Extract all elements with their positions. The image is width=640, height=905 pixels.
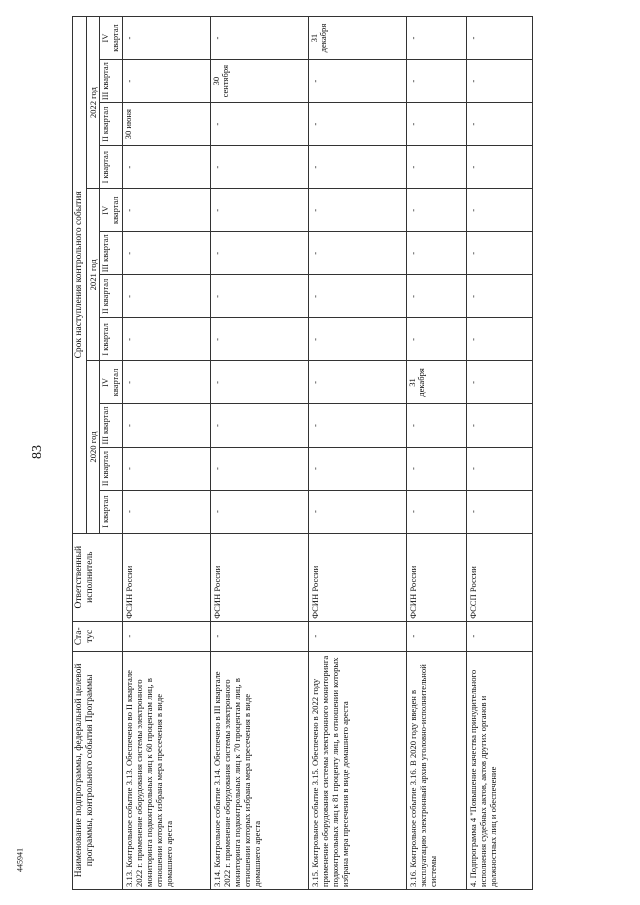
quarter-cell [122,103,210,146]
empty-dash: - [123,510,134,514]
page-number: 83 [30,445,45,459]
header-deadline: Срок наступления контрольного события [73,17,87,534]
empty-dash: - [211,337,222,341]
quarter-cell [308,103,406,146]
quarter-cell [308,189,406,232]
empty-dash: - [123,165,134,169]
empty-dash: - [467,294,478,298]
empty-dash: - [467,510,478,514]
empty-dash: - [123,251,134,255]
quarter-cell [122,318,210,361]
quarter-cell [308,275,406,318]
empty-dash: - [407,337,418,341]
empty-dash: - [211,208,222,212]
quarter-cell [466,447,532,490]
quarter-cell [210,189,308,232]
empty-dash: - [211,165,222,169]
event-status: - [122,621,210,651]
table-row [466,17,532,890]
event-date: 30 июня [122,109,133,140]
quarter-cell [210,103,308,146]
header-year-2021: 2021 год [87,189,100,361]
quarter-cell [210,232,308,275]
event-executor: ФСИН России [122,533,210,621]
quarter-cell [122,361,210,404]
empty-dash: - [407,79,418,83]
empty-dash: - [407,208,418,212]
quarter-cell [308,447,406,490]
control-events-table [72,16,533,890]
event-status: - [210,621,308,651]
quarter-cell [406,146,466,189]
empty-dash: - [467,251,478,255]
empty-dash: - [467,36,478,40]
event-executor: ФСИН России [406,533,466,621]
rotated-table-wrapper [72,16,632,890]
quarter-cell [466,490,532,533]
empty-dash: - [309,510,320,514]
header-quarter: II квартал [100,275,122,318]
empty-dash: - [467,165,478,169]
quarter-cell [466,318,532,361]
quarter-cell [122,232,210,275]
quarter-cell [406,490,466,533]
empty-dash: - [123,337,134,341]
quarter-cell [466,103,532,146]
event-name: 3.13. Контрольное событие 3.13. Обеспечено во II квартале 2022 г. применение оборудования системы электронного мониторинга подконтрольных лиц к 60 процентам лиц, в отношении которых избрана мера пресечения в виде домашнего ареста [122,651,210,889]
quarter-cell [122,490,210,533]
event-date: 31 декабря [308,23,329,53]
quarter-cell [466,361,532,404]
empty-dash: - [211,36,222,40]
empty-dash: - [309,381,320,384]
quarter-cell [122,17,210,60]
header-quarter: IV квартал [100,189,122,232]
empty-dash: - [467,208,478,212]
empty-dash: - [467,337,478,341]
header-executor: Ответственный исполнитель [73,533,123,621]
empty-dash: - [211,381,222,384]
quarter-cell [466,232,532,275]
quarter-cell [406,361,466,404]
event-status: - [308,621,406,651]
quarter-cell [210,146,308,189]
quarter-cell [406,17,466,60]
quarter-cell [210,17,308,60]
quarter-cell [406,447,466,490]
event-name: 3.16. Контрольное событие 3.16. В 2020 году введен в эксплуатацию электронный архив уголовно-исполнительной системы [406,651,466,889]
event-name: 4. Подпрограмма 4 "Повышение качества принудительного исполнения судебных актов, актов других органов и должностных лиц и обеспечение [466,651,532,889]
empty-dash: - [407,510,418,514]
quarter-cell [308,404,406,447]
quarter-cell [308,232,406,275]
quarter-cell [406,404,466,447]
empty-dash: - [467,467,478,470]
event-status: - [406,621,466,651]
header-quarter: III квартал [100,404,122,447]
quarter-cell [406,103,466,146]
header-quarter: IV квартал [100,361,122,404]
empty-dash: - [467,122,478,126]
empty-dash: - [407,122,418,126]
empty-dash: - [211,424,222,427]
quarter-cell [308,146,406,189]
empty-dash: - [123,424,134,427]
header-name: Наименование подпрограммы, федеральной целевой программы, контрольного события Программы [73,651,123,889]
empty-dash: - [407,251,418,255]
header-year-2020: 2020 год [87,361,100,533]
event-name: 3.15. Контрольное событие 3.15. Обеспечено в 2022 году применение оборудования системы электронного мониторинга подконтрольных лиц к 81 проценту лиц, в отношении которых избрана мера пресечения в виде домашнего ареста [308,651,406,889]
quarter-cell [122,447,210,490]
header-quarter: III квартал [100,232,122,275]
quarter-cell [210,275,308,318]
empty-dash: - [467,79,478,83]
empty-dash: - [309,122,320,126]
empty-dash: - [309,424,320,427]
event-executor: ФСИН России [210,533,308,621]
event-executor: ФССП России [466,533,532,621]
empty-dash: - [309,294,320,298]
empty-dash: - [407,36,418,40]
quarter-cell [308,318,406,361]
header-quarter: I квартал [100,318,122,361]
empty-dash: - [309,79,320,83]
header-quarter: I квартал [100,490,122,533]
quarter-cell [122,404,210,447]
header-status: Ста-тус [73,621,123,651]
empty-dash: - [123,467,134,470]
event-status: - [466,621,532,651]
empty-dash: - [407,424,418,427]
quarter-cell [466,60,532,103]
quarter-cell [210,490,308,533]
table-row [406,17,466,890]
header-quarter: I квартал [100,146,122,189]
quarter-cell [466,189,532,232]
header-year-2022: 2022 год [87,17,100,189]
quarter-cell [210,60,308,103]
quarter-cell [308,60,406,103]
empty-dash: - [123,381,134,384]
empty-dash: - [211,122,222,126]
quarter-cell [308,17,406,60]
empty-dash: - [123,294,134,298]
quarter-cell [406,189,466,232]
document-id: 445941 [15,848,25,872]
quarter-cell [466,17,532,60]
empty-dash: - [211,251,222,255]
empty-dash: - [309,165,320,169]
quarter-cell [210,361,308,404]
header-quarter: II квартал [100,103,122,146]
empty-dash: - [407,467,418,470]
event-name: 3.14. Контрольное событие 3.14. Обеспечено в III квартале 2022 г. применение оборудования системы электронного мониторинга подконтрольных лиц к 70 процентам лиц, в отношении которых избрана мера пресечения в виде домашнего ареста [210,651,308,889]
quarter-cell [406,275,466,318]
empty-dash: - [211,510,222,514]
event-executor: ФСИН России [308,533,406,621]
empty-dash: - [309,208,320,212]
quarter-cell [308,361,406,404]
quarter-cell [406,318,466,361]
empty-dash: - [467,381,478,384]
event-date: 31 декабря [406,368,427,397]
quarter-cell [406,232,466,275]
empty-dash: - [309,467,320,470]
empty-dash: - [309,337,320,341]
header-quarter: II квартал [100,447,122,490]
quarter-cell [122,275,210,318]
empty-dash: - [407,165,418,169]
quarter-cell [466,146,532,189]
quarter-cell [210,318,308,361]
empty-dash: - [123,79,134,83]
quarter-cell [210,404,308,447]
header-quarter: IV квартал [100,17,122,60]
empty-dash: - [123,36,134,40]
quarter-cell [122,189,210,232]
empty-dash: - [309,251,320,255]
quarter-cell [210,447,308,490]
empty-dash: - [211,467,222,470]
event-date: 30 сентября [210,64,231,98]
quarter-cell [122,146,210,189]
empty-dash: - [467,424,478,427]
table-row [308,17,406,890]
empty-dash: - [211,294,222,298]
table-body [122,17,532,890]
quarter-cell [122,60,210,103]
quarter-cell [466,275,532,318]
quarter-cell [466,404,532,447]
table-row [210,17,308,890]
table-row [122,17,210,890]
quarter-cell [406,60,466,103]
header-quarter: III квартал [100,60,122,103]
empty-dash: - [123,208,134,212]
quarter-cell [308,490,406,533]
empty-dash: - [407,294,418,298]
